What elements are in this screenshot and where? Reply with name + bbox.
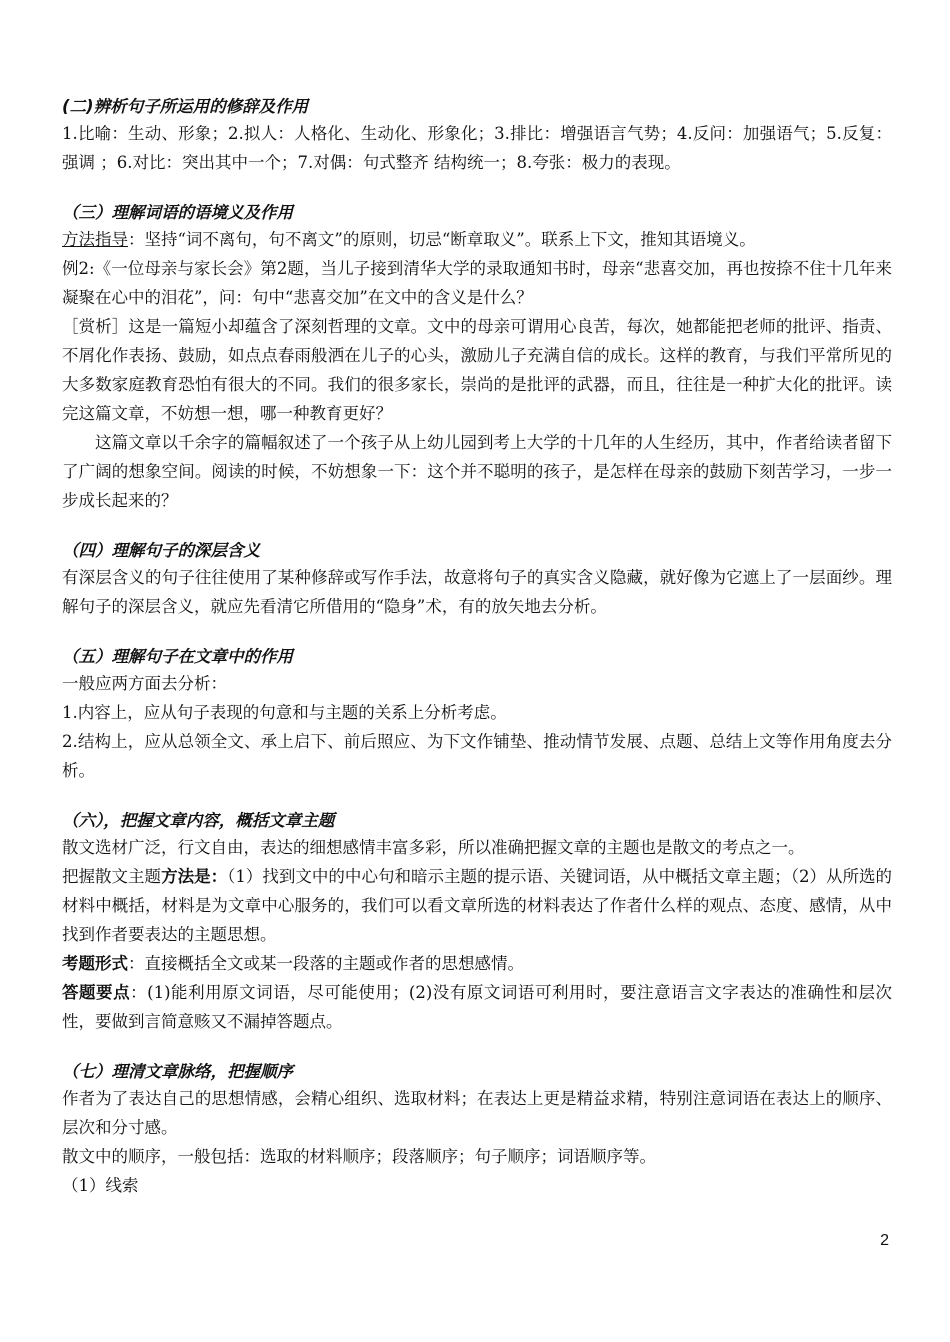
section-2-heading: (二)辨析句子所运用的修辞及作用 [62, 97, 309, 116]
section-5-heading: （五）理解句子在文章中的作用 [62, 647, 293, 666]
method-label: 方法是： [161, 867, 228, 886]
analysis-paragraph: ［赏析］这是一篇短小却蕴含了深刻哲理的文章。文中的母亲可谓用心良苦，每次，她都能把老师的批评、指责、不屑化作表扬、鼓励，如点点春雨般洒在儿子的心头，激励儿子充满自信的成长。这样的教育，与我们平常所见的大多数家庭教育恐怕有很大的不同。我们的很多家长，崇尚的是批评的武器，而且，往往是一种扩大化的批评。读完这篇文章，不妨想一想，哪一种教育更好？ [62, 317, 892, 423]
section-6-heading: （六），把握文章内容，概括文章主题 [62, 811, 335, 830]
answer-points-paragraph [62, 978, 892, 1036]
example-paragraph: 例2:《一位母亲与家长会》第2题，当儿子接到清华大学的录取通知书时，母亲“悲喜交加，再也按捺不住十几年来凝聚在心中的泪花”，问：句中“悲喜交加”在文中的含义是什么？ [62, 259, 892, 307]
question-form-label: 考题形式 [62, 954, 128, 973]
section-7-clue-item: （1）线索 [62, 1176, 139, 1195]
question-form-paragraph [62, 949, 892, 978]
analysis-paragraph-2: 这篇文章以千余字的篇幅叙述了一个孩子从上幼儿园到考上大学的十几年的人生经历，其中，作者给读者留下了广阔的想象空间。阅读的时候，不妨想象一下：这个并不聪明的孩子，是怎样在母亲的鼓励下刻苦学习，一步一步成长起来的？ [62, 433, 892, 510]
section-3-heading: （三）理解词语的语境义及作用 [62, 203, 293, 222]
section-7-paragraph-2: 散文中的顺序，一般包括：选取的材料顺序；段落顺序；句子顺序；词语顺序等。 [62, 1147, 656, 1166]
section-5-item-1: 1.内容上，应从句子表现的句意和与主题的关系上分析考虑。 [62, 703, 507, 722]
method-guide-text: ：坚持“词不离句，句不离文”的原则，切忌“断章取义”。联系上下文，推知其语境义。 [128, 230, 756, 249]
question-form-text: ：直接概括全文或某一段落的主题或作者的思想感情。 [128, 954, 524, 973]
section-4-heading: （四）理解句子的深层含义 [62, 541, 260, 560]
section-7-heading: （七）理清文章脉络，把握顺序 [62, 1062, 293, 1081]
method-guide-label: 方法指导 [62, 230, 128, 249]
answer-points-text: ：(1)能利用原文词语，尽可能使用；(2)没有原文词语可利用时，要注意语言文字表达的准确性和层次性，要做到言简意赅又不漏掉答题点。 [62, 983, 892, 1031]
section-4-paragraph: 有深层含义的句子往往使用了某种修辞或写作手法，故意将句子的真实含义隐藏，就好像为它遮上了一层面纱。理解句子的深层含义，就应先看清它所借用的“隐身”术，有的放矢地去分析。 [62, 568, 892, 616]
section-6-paragraph-1: 散文选材广泛，行文自由，表达的细想感情丰富多彩，所以准确把握文章的主题也是散文的考点之一。 [62, 838, 805, 857]
section-2-paragraph: 1.比喻：生动、形象；2.拟人：人格化、生动化、形象化；3.排比：增强语言气势；4.反问：加强语气；5.反复：强调 ；6.对比：突出其中一个；7.对偶：句式整齐 结构统一；8.夸张：极力的表现。 [62, 124, 892, 172]
method-text: （1）找到文中的中心句和暗示主题的提示语、关键词语，从中概括文章主题；（2）从所选的材料中概括，材料是为文章中心服务的，我们可以看文章所选的材料表达了作者什么样的观点、态度、感情，从中找到作者要表达的主题思想。 [62, 867, 893, 944]
section-7-paragraph-1: 作者为了表达自己的思想情感，会精心组织、选取材料；在表达上更是精益求精，特别注意词语在表达上的顺序、层次和分寸感。 [62, 1089, 892, 1137]
section-6-method-paragraph [62, 862, 892, 949]
section-5-intro: 一般应两方面去分析： [62, 674, 227, 693]
section-5-item-2: 2.结构上，应从总领全文、承上启下、前后照应、为下文作铺垫、推动情节发展、点题、总结上文等作用角度去分析。 [62, 732, 892, 780]
page-number: 2 [880, 1232, 889, 1249]
method-guide-paragraph [62, 225, 892, 254]
answer-points-label: 答题要点 [62, 983, 131, 1002]
document-page [62, 95, 892, 1200]
method-lead: 把握散文主题 [62, 867, 162, 886]
